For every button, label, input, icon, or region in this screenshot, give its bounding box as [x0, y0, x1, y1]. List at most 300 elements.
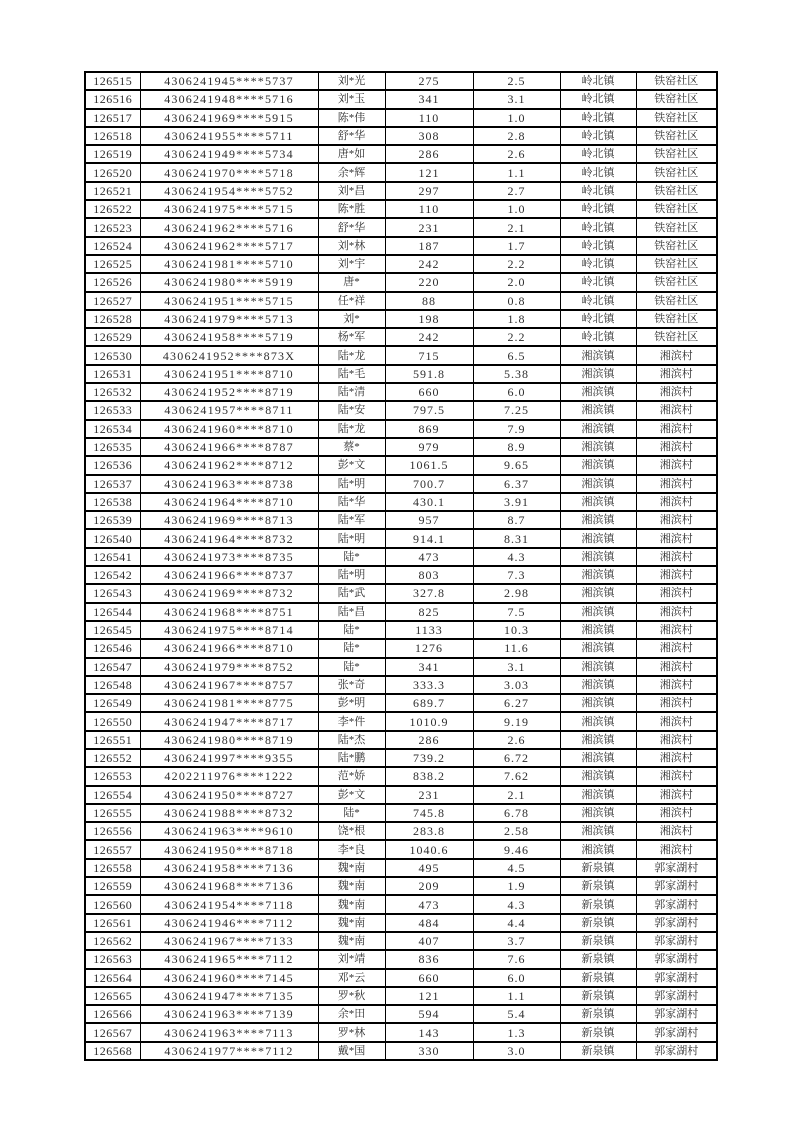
table-row [85, 420, 717, 438]
cell-sequence-number: 126515 [85, 72, 140, 90]
cell-amount-secondary: 2.8 [473, 127, 560, 145]
table-row [85, 987, 717, 1005]
cell-town: 岭北镇 [560, 182, 636, 200]
cell-amount: 979 [385, 438, 473, 456]
cell-amount-secondary: 3.91 [473, 493, 560, 511]
cell-masked-id-number: 4306241952****8719 [140, 383, 318, 401]
cell-masked-id-number: 4306241997****9355 [140, 749, 318, 767]
cell-masked-id-number: 4306241950****8727 [140, 786, 318, 804]
cell-sequence-number: 126544 [85, 603, 140, 621]
cell-village: 铁窑社区 [636, 218, 717, 236]
cell-town: 湘滨镇 [560, 438, 636, 456]
table-row [85, 109, 717, 127]
table-row [85, 72, 717, 90]
cell-sequence-number: 126557 [85, 840, 140, 858]
cell-masked-id-number: 4306241945****5737 [140, 72, 318, 90]
cell-amount: 739.2 [385, 749, 473, 767]
cell-sequence-number: 126552 [85, 749, 140, 767]
cell-village: 郭家湖村 [636, 1042, 717, 1060]
cell-amount-secondary: 2.58 [473, 822, 560, 840]
cell-town: 湘滨镇 [560, 346, 636, 364]
cell-masked-id-number: 4306241970****5718 [140, 163, 318, 181]
cell-amount-secondary: 7.6 [473, 950, 560, 968]
table-row [85, 877, 717, 895]
cell-sequence-number: 126548 [85, 676, 140, 694]
cell-masked-id-number: 4306241966****8787 [140, 438, 318, 456]
cell-village: 铁窑社区 [636, 292, 717, 310]
cell-village: 湘滨村 [636, 621, 717, 639]
table-row [85, 1023, 717, 1041]
cell-masked-id-number: 4306241952****873X [140, 346, 318, 364]
cell-amount: 660 [385, 969, 473, 987]
cell-masked-id-number: 4306241967****7133 [140, 932, 318, 950]
cell-village: 湘滨村 [636, 438, 717, 456]
cell-amount: 660 [385, 383, 473, 401]
table-row [85, 712, 717, 730]
table-row [85, 328, 717, 346]
cell-amount-secondary: 2.6 [473, 145, 560, 163]
table-row [85, 200, 717, 218]
cell-town: 岭北镇 [560, 145, 636, 163]
table-row [85, 548, 717, 566]
cell-masked-name: 舒*华 [318, 127, 385, 145]
cell-village: 铁窑社区 [636, 200, 717, 218]
cell-town: 新泉镇 [560, 1042, 636, 1060]
cell-village: 郭家湖村 [636, 859, 717, 877]
cell-town: 湘滨镇 [560, 566, 636, 584]
cell-masked-id-number: 4306241960****7145 [140, 969, 318, 987]
cell-town: 湘滨镇 [560, 840, 636, 858]
cell-masked-id-number: 4202211976****1222 [140, 767, 318, 785]
cell-amount-secondary: 1.0 [473, 109, 560, 127]
cell-village: 郭家湖村 [636, 987, 717, 1005]
cell-masked-name: 陆*安 [318, 401, 385, 419]
cell-amount-secondary: 0.8 [473, 292, 560, 310]
cell-village: 铁窑社区 [636, 72, 717, 90]
cell-masked-name: 彭*文 [318, 786, 385, 804]
cell-masked-id-number: 4306241969****8732 [140, 584, 318, 602]
cell-village: 铁窑社区 [636, 328, 717, 346]
cell-masked-name: 李*良 [318, 840, 385, 858]
cell-amount: 308 [385, 127, 473, 145]
cell-sequence-number: 126568 [85, 1042, 140, 1060]
cell-town: 新泉镇 [560, 859, 636, 877]
cell-town: 新泉镇 [560, 877, 636, 895]
cell-town: 新泉镇 [560, 895, 636, 913]
cell-sequence-number: 126542 [85, 566, 140, 584]
cell-masked-name: 魏*南 [318, 895, 385, 913]
cell-sequence-number: 126530 [85, 346, 140, 364]
cell-amount-secondary: 1.9 [473, 877, 560, 895]
cell-sequence-number: 126521 [85, 182, 140, 200]
cell-masked-id-number: 4306241963****9610 [140, 822, 318, 840]
cell-masked-id-number: 4306241963****7113 [140, 1023, 318, 1041]
cell-amount-secondary: 5.4 [473, 1005, 560, 1023]
cell-masked-id-number: 4306241966****8710 [140, 639, 318, 657]
cell-sequence-number: 126561 [85, 914, 140, 932]
cell-masked-name: 彭*明 [318, 694, 385, 712]
cell-sequence-number: 126535 [85, 438, 140, 456]
cell-masked-id-number: 4306241954****7118 [140, 895, 318, 913]
cell-amount-secondary: 4.3 [473, 548, 560, 566]
table-row [85, 145, 717, 163]
table-row [85, 969, 717, 987]
cell-amount-secondary: 3.7 [473, 932, 560, 950]
cell-town: 湘滨镇 [560, 804, 636, 822]
table-row [85, 273, 717, 291]
cell-sequence-number: 126522 [85, 200, 140, 218]
cell-masked-id-number: 4306241962****5716 [140, 218, 318, 236]
table-row [85, 237, 717, 255]
cell-masked-name: 余*辉 [318, 163, 385, 181]
cell-village: 湘滨村 [636, 804, 717, 822]
cell-village: 郭家湖村 [636, 1005, 717, 1023]
cell-sequence-number: 126543 [85, 584, 140, 602]
cell-amount: 836 [385, 950, 473, 968]
cell-sequence-number: 126564 [85, 969, 140, 987]
cell-masked-id-number: 4306241975****5715 [140, 200, 318, 218]
cell-town: 湘滨镇 [560, 584, 636, 602]
cell-amount: 187 [385, 237, 473, 255]
cell-village: 湘滨村 [636, 383, 717, 401]
cell-masked-name: 唐*如 [318, 145, 385, 163]
cell-amount: 407 [385, 932, 473, 950]
cell-amount: 121 [385, 987, 473, 1005]
cell-masked-id-number: 4306241958****5719 [140, 328, 318, 346]
cell-amount-secondary: 2.2 [473, 255, 560, 273]
cell-village: 湘滨村 [636, 676, 717, 694]
cell-masked-name: 陆* [318, 548, 385, 566]
cell-sequence-number: 126526 [85, 273, 140, 291]
cell-amount-secondary: 7.25 [473, 401, 560, 419]
cell-amount-secondary: 6.37 [473, 475, 560, 493]
cell-village: 湘滨村 [636, 493, 717, 511]
cell-village: 湘滨村 [636, 511, 717, 529]
cell-town: 新泉镇 [560, 1023, 636, 1041]
cell-masked-id-number: 4306241965****7112 [140, 950, 318, 968]
cell-amount-secondary: 2.1 [473, 218, 560, 236]
cell-town: 湘滨镇 [560, 456, 636, 474]
cell-masked-id-number: 4306241962****8712 [140, 456, 318, 474]
cell-amount: 473 [385, 895, 473, 913]
cell-village: 郭家湖村 [636, 969, 717, 987]
cell-amount: 473 [385, 548, 473, 566]
roster-table [84, 71, 718, 1061]
cell-village: 铁窑社区 [636, 127, 717, 145]
cell-town: 湘滨镇 [560, 694, 636, 712]
cell-village: 湘滨村 [636, 658, 717, 676]
cell-masked-id-number: 4306241968****8751 [140, 603, 318, 621]
cell-town: 新泉镇 [560, 914, 636, 932]
cell-amount-secondary: 9.65 [473, 456, 560, 474]
cell-town: 新泉镇 [560, 932, 636, 950]
cell-town: 湘滨镇 [560, 621, 636, 639]
cell-amount-secondary: 2.2 [473, 328, 560, 346]
cell-amount-secondary: 1.1 [473, 163, 560, 181]
cell-masked-name: 刘*靖 [318, 950, 385, 968]
cell-masked-id-number: 4306241950****8718 [140, 840, 318, 858]
cell-masked-name: 陆* [318, 621, 385, 639]
cell-masked-id-number: 4306241962****5717 [140, 237, 318, 255]
cell-sequence-number: 126558 [85, 859, 140, 877]
table-row [85, 1042, 717, 1060]
cell-masked-id-number: 4306241969****5915 [140, 109, 318, 127]
cell-town: 岭北镇 [560, 310, 636, 328]
cell-amount-secondary: 2.7 [473, 182, 560, 200]
cell-town: 岭北镇 [560, 255, 636, 273]
cell-amount-secondary: 8.31 [473, 529, 560, 547]
cell-masked-name: 舒*华 [318, 218, 385, 236]
table-row [85, 456, 717, 474]
cell-sequence-number: 126547 [85, 658, 140, 676]
cell-sequence-number: 126532 [85, 383, 140, 401]
cell-village: 铁窑社区 [636, 237, 717, 255]
cell-amount: 286 [385, 145, 473, 163]
cell-masked-name: 唐* [318, 273, 385, 291]
cell-masked-id-number: 4306241981****5710 [140, 255, 318, 273]
cell-amount: 283.8 [385, 822, 473, 840]
table-row [85, 840, 717, 858]
cell-amount-secondary: 4.4 [473, 914, 560, 932]
cell-amount-secondary: 3.03 [473, 676, 560, 694]
cell-masked-name: 陆*清 [318, 383, 385, 401]
cell-sequence-number: 126549 [85, 694, 140, 712]
cell-masked-id-number: 4306241977****7112 [140, 1042, 318, 1060]
cell-amount-secondary: 6.27 [473, 694, 560, 712]
cell-amount: 1061.5 [385, 456, 473, 474]
cell-masked-name: 罗*秋 [318, 987, 385, 1005]
cell-amount: 495 [385, 859, 473, 877]
cell-amount: 88 [385, 292, 473, 310]
cell-amount: 231 [385, 786, 473, 804]
cell-sequence-number: 126546 [85, 639, 140, 657]
cell-masked-name: 陆*明 [318, 475, 385, 493]
cell-masked-name: 刘*玉 [318, 90, 385, 108]
cell-masked-id-number: 4306241964****8710 [140, 493, 318, 511]
cell-sequence-number: 126563 [85, 950, 140, 968]
cell-amount: 242 [385, 255, 473, 273]
cell-town: 新泉镇 [560, 969, 636, 987]
cell-sequence-number: 126562 [85, 932, 140, 950]
cell-amount-secondary: 4.5 [473, 859, 560, 877]
cell-masked-name: 刘*光 [318, 72, 385, 90]
cell-sequence-number: 126560 [85, 895, 140, 913]
cell-masked-name: 邓*云 [318, 969, 385, 987]
cell-masked-name: 魏*南 [318, 932, 385, 950]
cell-amount: 341 [385, 90, 473, 108]
cell-town: 岭北镇 [560, 237, 636, 255]
table-row [85, 914, 717, 932]
cell-sequence-number: 126519 [85, 145, 140, 163]
cell-town: 湘滨镇 [560, 548, 636, 566]
cell-sequence-number: 126536 [85, 456, 140, 474]
cell-town: 岭北镇 [560, 109, 636, 127]
cell-sequence-number: 126538 [85, 493, 140, 511]
cell-masked-name: 魏*南 [318, 859, 385, 877]
cell-village: 湘滨村 [636, 346, 717, 364]
cell-amount: 700.7 [385, 475, 473, 493]
cell-village: 郭家湖村 [636, 877, 717, 895]
cell-sequence-number: 126537 [85, 475, 140, 493]
cell-amount-secondary: 6.0 [473, 383, 560, 401]
cell-sequence-number: 126523 [85, 218, 140, 236]
cell-masked-id-number: 4306241981****8775 [140, 694, 318, 712]
cell-masked-name: 陆*昌 [318, 603, 385, 621]
cell-village: 湘滨村 [636, 603, 717, 621]
cell-masked-name: 魏*南 [318, 877, 385, 895]
cell-sequence-number: 126565 [85, 987, 140, 1005]
cell-masked-id-number: 4306241947****8717 [140, 712, 318, 730]
cell-sequence-number: 126517 [85, 109, 140, 127]
cell-village: 湘滨村 [636, 456, 717, 474]
table-row [85, 163, 717, 181]
cell-sequence-number: 126516 [85, 90, 140, 108]
cell-masked-name: 饶*根 [318, 822, 385, 840]
cell-sequence-number: 126556 [85, 822, 140, 840]
cell-sequence-number: 126534 [85, 420, 140, 438]
cell-masked-name: 陈*胜 [318, 200, 385, 218]
cell-masked-name: 张*奇 [318, 676, 385, 694]
cell-village: 铁窑社区 [636, 310, 717, 328]
table-row [85, 529, 717, 547]
cell-masked-name: 陆* [318, 639, 385, 657]
cell-town: 岭北镇 [560, 200, 636, 218]
cell-town: 湘滨镇 [560, 786, 636, 804]
cell-masked-id-number: 4306241958****7136 [140, 859, 318, 877]
cell-amount: 838.2 [385, 767, 473, 785]
cell-amount-secondary: 1.7 [473, 237, 560, 255]
cell-village: 湘滨村 [636, 420, 717, 438]
cell-sequence-number: 126527 [85, 292, 140, 310]
table-row [85, 401, 717, 419]
table-row [85, 511, 717, 529]
cell-sequence-number: 126539 [85, 511, 140, 529]
table-row [85, 822, 717, 840]
cell-amount-secondary: 8.9 [473, 438, 560, 456]
cell-amount-secondary: 6.5 [473, 346, 560, 364]
table-body [85, 72, 717, 1060]
cell-masked-id-number: 4306241966****8737 [140, 566, 318, 584]
cell-masked-name: 罗*林 [318, 1023, 385, 1041]
cell-masked-id-number: 4306241947****7135 [140, 987, 318, 1005]
cell-amount: 209 [385, 877, 473, 895]
cell-town: 岭北镇 [560, 328, 636, 346]
cell-masked-name: 陆*毛 [318, 365, 385, 383]
cell-town: 岭北镇 [560, 273, 636, 291]
cell-town: 湘滨镇 [560, 767, 636, 785]
table-row [85, 731, 717, 749]
cell-sequence-number: 126555 [85, 804, 140, 822]
cell-amount-secondary: 3.0 [473, 1042, 560, 1060]
cell-amount-secondary: 5.38 [473, 365, 560, 383]
cell-town: 岭北镇 [560, 90, 636, 108]
cell-masked-id-number: 4306241969****8713 [140, 511, 318, 529]
cell-town: 湘滨镇 [560, 676, 636, 694]
cell-masked-id-number: 4306241967****8757 [140, 676, 318, 694]
cell-sequence-number: 126567 [85, 1023, 140, 1041]
table-row [85, 292, 717, 310]
table-row [85, 950, 717, 968]
cell-amount: 198 [385, 310, 473, 328]
cell-masked-id-number: 4306241946****7112 [140, 914, 318, 932]
table-row [85, 1005, 717, 1023]
cell-amount: 143 [385, 1023, 473, 1041]
cell-masked-name: 陆*明 [318, 566, 385, 584]
cell-amount: 914.1 [385, 529, 473, 547]
cell-sequence-number: 126525 [85, 255, 140, 273]
cell-village: 郭家湖村 [636, 895, 717, 913]
table-row [85, 182, 717, 200]
cell-amount: 297 [385, 182, 473, 200]
cell-masked-id-number: 4306241973****8735 [140, 548, 318, 566]
cell-masked-name: 余*田 [318, 1005, 385, 1023]
cell-masked-name: 刘* [318, 310, 385, 328]
cell-sequence-number: 126524 [85, 237, 140, 255]
cell-village: 湘滨村 [636, 548, 717, 566]
cell-amount: 715 [385, 346, 473, 364]
cell-village: 郭家湖村 [636, 950, 717, 968]
cell-amount-secondary: 4.3 [473, 895, 560, 913]
cell-village: 湘滨村 [636, 731, 717, 749]
cell-amount: 333.3 [385, 676, 473, 694]
cell-town: 湘滨镇 [560, 493, 636, 511]
cell-masked-name: 陈*伟 [318, 109, 385, 127]
cell-masked-id-number: 4306241954****5752 [140, 182, 318, 200]
cell-amount: 110 [385, 200, 473, 218]
cell-masked-name: 陆*军 [318, 511, 385, 529]
table-row [85, 584, 717, 602]
cell-amount-secondary: 2.0 [473, 273, 560, 291]
cell-amount: 430.1 [385, 493, 473, 511]
table-row [85, 475, 717, 493]
table-row [85, 804, 717, 822]
cell-town: 新泉镇 [560, 987, 636, 1005]
cell-amount-secondary: 3.1 [473, 90, 560, 108]
table-row [85, 346, 717, 364]
cell-town: 新泉镇 [560, 950, 636, 968]
cell-town: 岭北镇 [560, 292, 636, 310]
cell-sequence-number: 126541 [85, 548, 140, 566]
cell-amount: 275 [385, 72, 473, 90]
cell-village: 湘滨村 [636, 786, 717, 804]
cell-amount: 591.8 [385, 365, 473, 383]
cell-amount-secondary: 2.5 [473, 72, 560, 90]
table-row [85, 658, 717, 676]
cell-amount: 220 [385, 273, 473, 291]
cell-town: 湘滨镇 [560, 475, 636, 493]
table-row [85, 365, 717, 383]
cell-sequence-number: 126520 [85, 163, 140, 181]
cell-amount-secondary: 7.62 [473, 767, 560, 785]
table-row [85, 383, 717, 401]
cell-masked-id-number: 4306241979****8752 [140, 658, 318, 676]
cell-village: 铁窑社区 [636, 90, 717, 108]
cell-masked-id-number: 4306241964****8732 [140, 529, 318, 547]
cell-village: 铁窑社区 [636, 163, 717, 181]
cell-amount-secondary: 2.6 [473, 731, 560, 749]
cell-amount: 957 [385, 511, 473, 529]
cell-amount-secondary: 6.78 [473, 804, 560, 822]
cell-amount-secondary: 7.9 [473, 420, 560, 438]
cell-amount: 121 [385, 163, 473, 181]
cell-masked-id-number: 4306241975****8714 [140, 621, 318, 639]
cell-masked-id-number: 4306241979****5713 [140, 310, 318, 328]
cell-amount: 1010.9 [385, 712, 473, 730]
cell-village: 湘滨村 [636, 822, 717, 840]
cell-masked-name: 李*件 [318, 712, 385, 730]
cell-village: 湘滨村 [636, 475, 717, 493]
cell-village: 湘滨村 [636, 694, 717, 712]
